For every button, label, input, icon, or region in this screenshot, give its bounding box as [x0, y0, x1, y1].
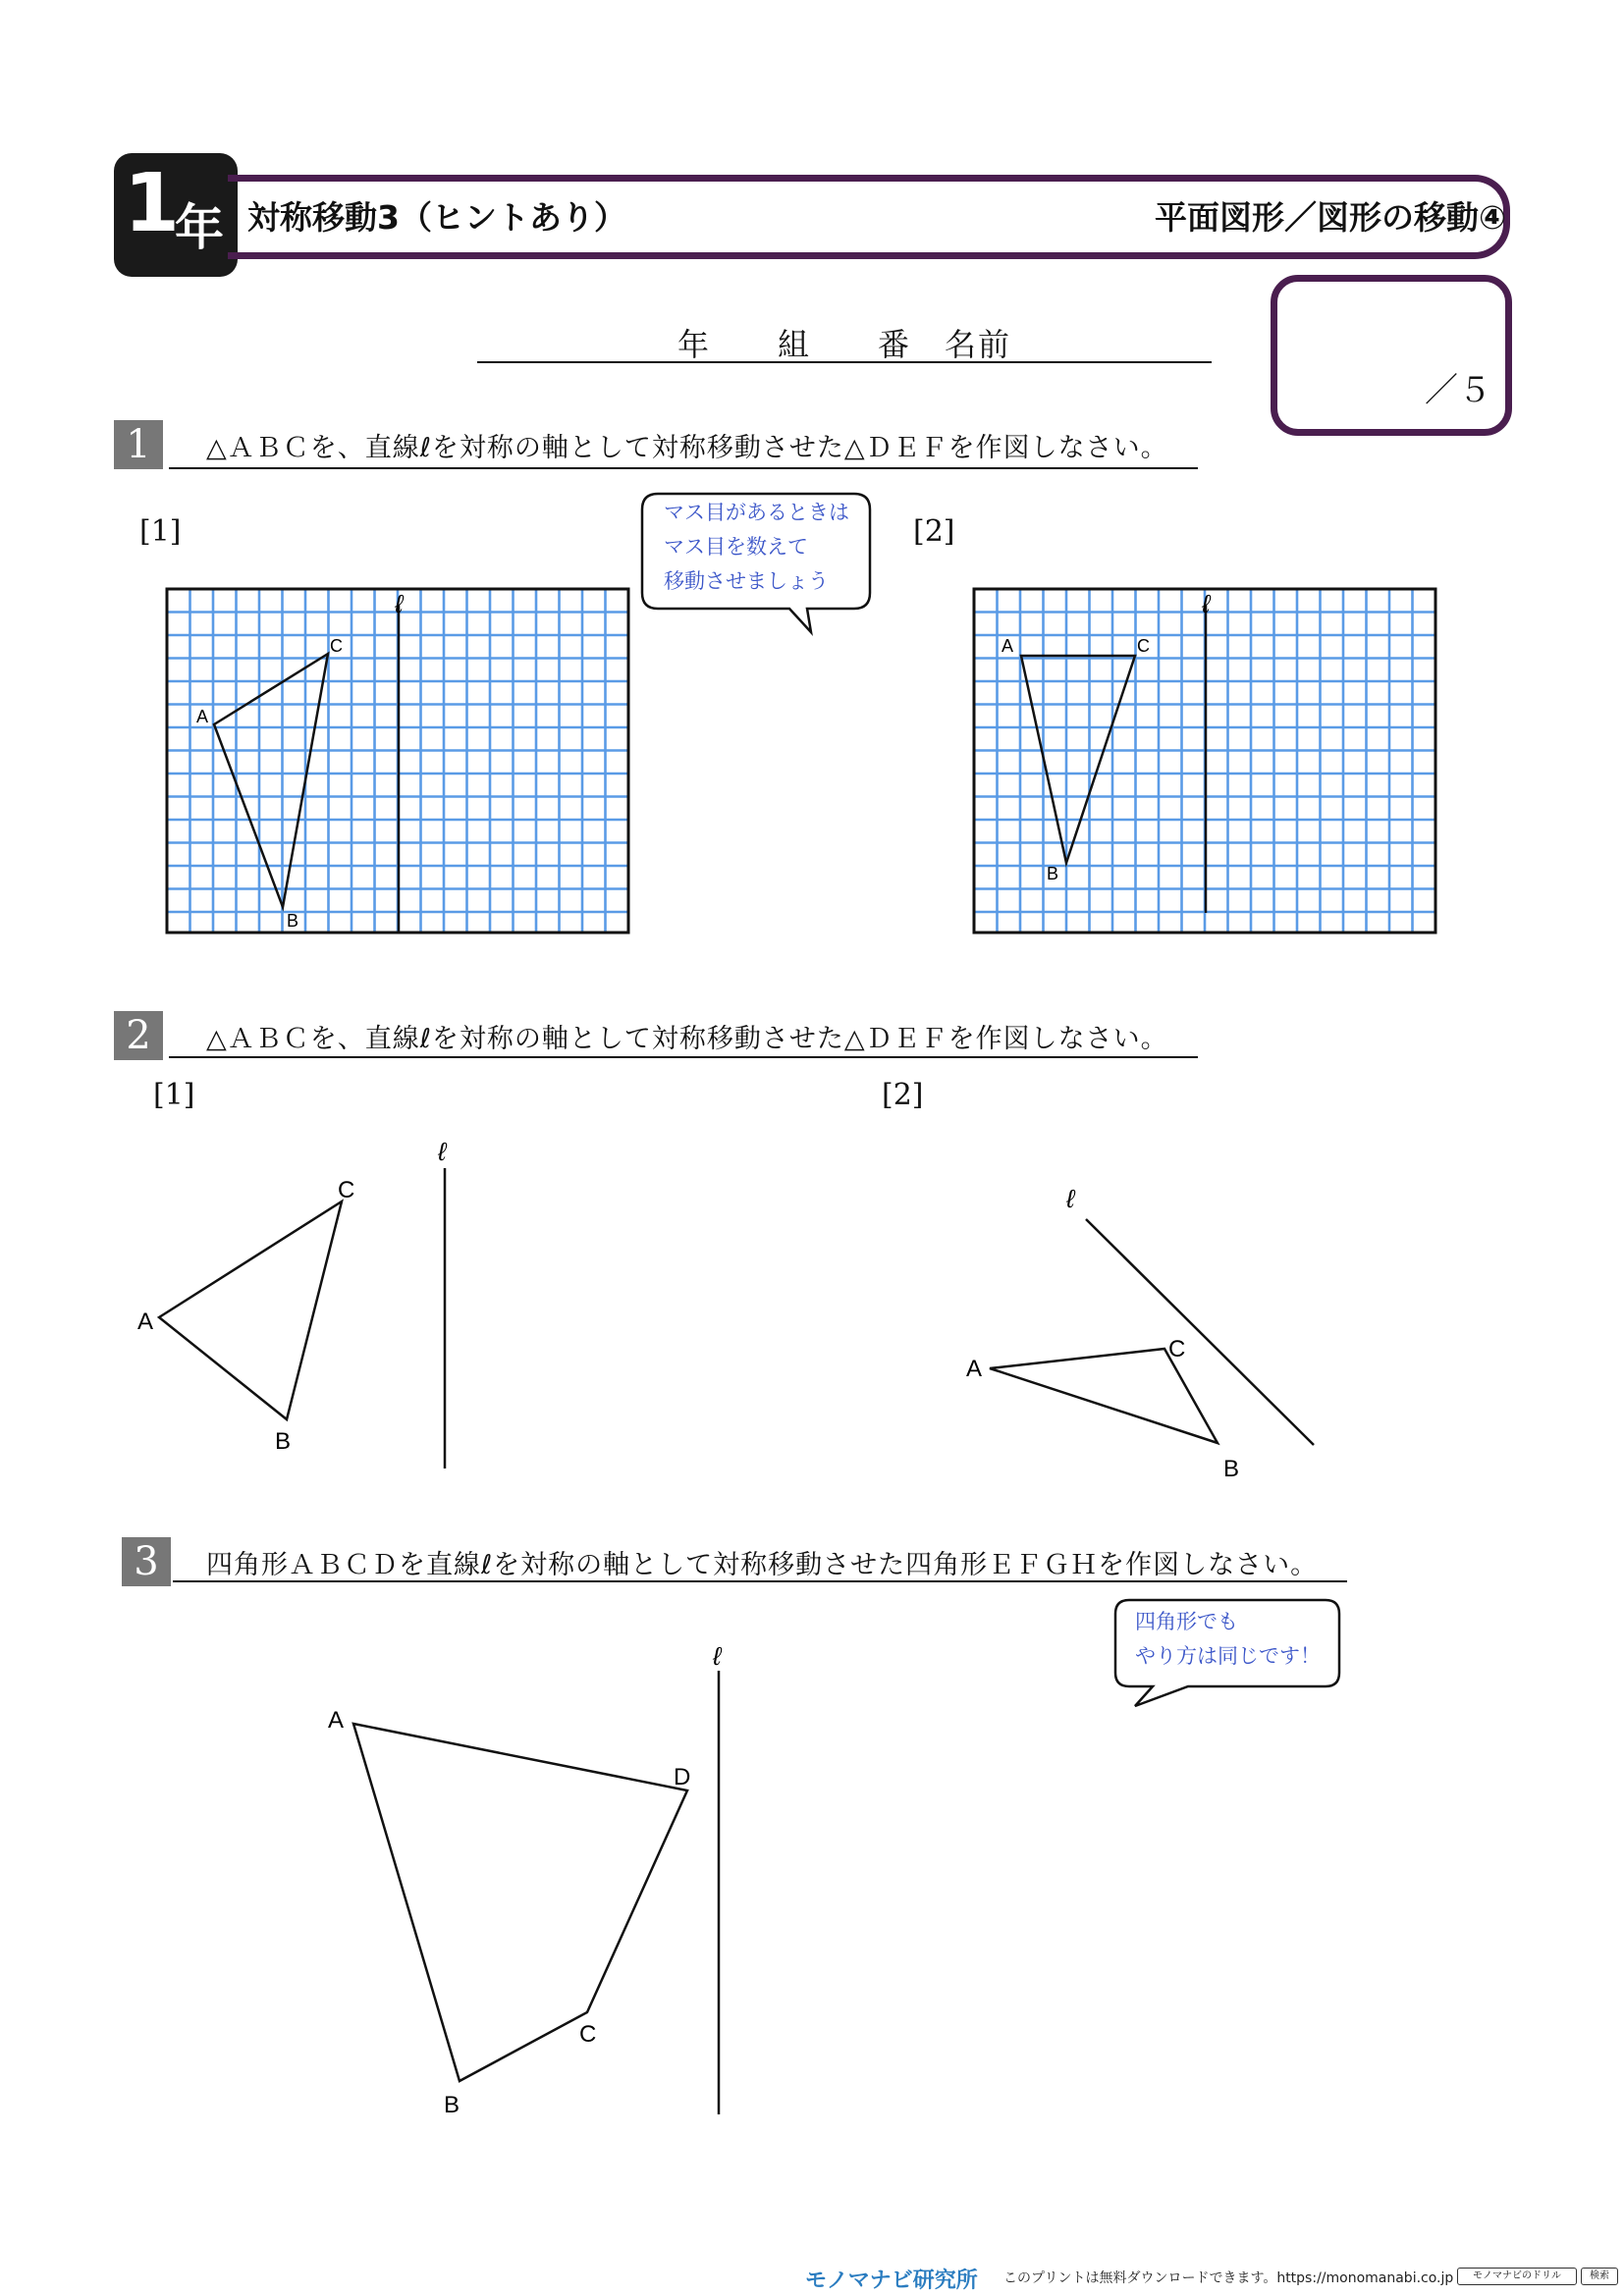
grid-1-triangle — [214, 654, 328, 907]
question-1-sub-2-label: [2] — [913, 514, 955, 549]
hint-2-line-2: やり方は同じです！ — [1135, 1644, 1321, 1668]
worksheet-topic: 平面図形／図形の移動④ — [1155, 198, 1506, 237]
grade-suffix: 年 — [175, 199, 224, 256]
question-3-number: 3 — [122, 1537, 171, 1586]
figure-3-quadrilateral — [353, 1724, 687, 2081]
figure-2-2-label-b: B — [1223, 1456, 1240, 1482]
question-3-underline — [173, 1580, 1347, 1582]
grid-1-label-c: C — [330, 636, 343, 656]
question-2-sub-2-label: [2] — [882, 1078, 924, 1112]
search-button[interactable]: 検索 — [1581, 2268, 1618, 2285]
grid-2-label-b: B — [1047, 864, 1059, 883]
figure-2-2-label-c: C — [1168, 1336, 1186, 1362]
figure-3-label-b: B — [444, 2092, 460, 2118]
hint-bubble-1-text — [664, 496, 849, 599]
grid-1-label-b: B — [287, 911, 299, 931]
grid-1-label-a: A — [196, 707, 209, 726]
grid-2-axis-label: ℓ — [1202, 589, 1211, 618]
grid-figure-1 — [161, 583, 640, 938]
score-box — [1271, 275, 1512, 436]
figure-2-2-triangle — [990, 1349, 1218, 1443]
figure-3-label-a: A — [328, 1707, 345, 1734]
hint-1-line-2: マス目を数えて — [664, 535, 808, 559]
figure-2-2 — [952, 1158, 1345, 1492]
figure-2-1-label-b: B — [275, 1428, 292, 1455]
figure-2-1 — [118, 1129, 569, 1482]
figure-2-1-label-a: A — [137, 1308, 154, 1335]
question-2-underline — [169, 1056, 1198, 1058]
question-1-sub-1-label: [1] — [139, 514, 182, 549]
figure-2-2-axis-label: ℓ — [1066, 1184, 1075, 1213]
figure-2-1-label-c: C — [338, 1177, 355, 1203]
grid-2-triangle — [1021, 656, 1135, 863]
hint-2-line-1: 四角形でも — [1135, 1610, 1238, 1633]
footer-logo: モノマナビ研究所 — [805, 2269, 978, 2293]
figure-2-1-triangle — [159, 1201, 342, 1419]
grade-badge — [114, 153, 238, 277]
figure-3-label-c: C — [579, 2021, 597, 2048]
footer-text: このプリントは無料ダウンロードできます。https://monomanabi.co.jp — [1003, 2270, 1454, 2286]
score-total: ／５ — [1425, 371, 1491, 410]
question-1-number: 1 — [114, 420, 163, 469]
grade-number: 1 — [124, 157, 181, 250]
question-1-text: △ＡＢＣを、直線ℓを対称の軸として対称移動させた△ＤＥＦを作図しなさい。 — [206, 433, 1168, 463]
name-field[interactable] — [477, 320, 1212, 363]
figure-2-1-axis-label: ℓ — [438, 1137, 447, 1166]
figure-3-label-d: D — [674, 1764, 691, 1790]
grid-1-axis-label: ℓ — [395, 589, 404, 618]
grid-figure-2 — [968, 583, 1443, 938]
hint-bubble-2-text — [1135, 1605, 1321, 1674]
worksheet-title: 対称移動3（ヒントあり） — [247, 198, 626, 237]
grid-2-label-a: A — [1001, 636, 1014, 656]
question-1-underline — [169, 467, 1198, 469]
grid-2-label-c: C — [1137, 636, 1150, 656]
question-3-text: 四角形ＡＢＣＤを直線ℓを対称の軸として対称移動させた四角形ＥＦＧＨを作図しなさい。 — [206, 1550, 1319, 1580]
question-2-number: 2 — [114, 1011, 163, 1060]
drill-button[interactable]: モノマナビのドリル — [1457, 2268, 1577, 2285]
question-2-sub-1-label: [1] — [153, 1078, 195, 1112]
figure-3 — [314, 1629, 746, 2140]
hint-1-line-1: マス目があるときは — [664, 501, 849, 524]
name-field-label: 年 組 番 名前 — [677, 326, 1011, 363]
hint-1-line-3: 移動させましょう — [664, 569, 829, 593]
question-2-text: △ＡＢＣを、直線ℓを対称の軸として対称移動させた△ＤＥＦを作図しなさい。 — [206, 1024, 1168, 1054]
figure-3-axis-label: ℓ — [713, 1641, 722, 1671]
figure-2-2-label-a: A — [966, 1356, 983, 1382]
